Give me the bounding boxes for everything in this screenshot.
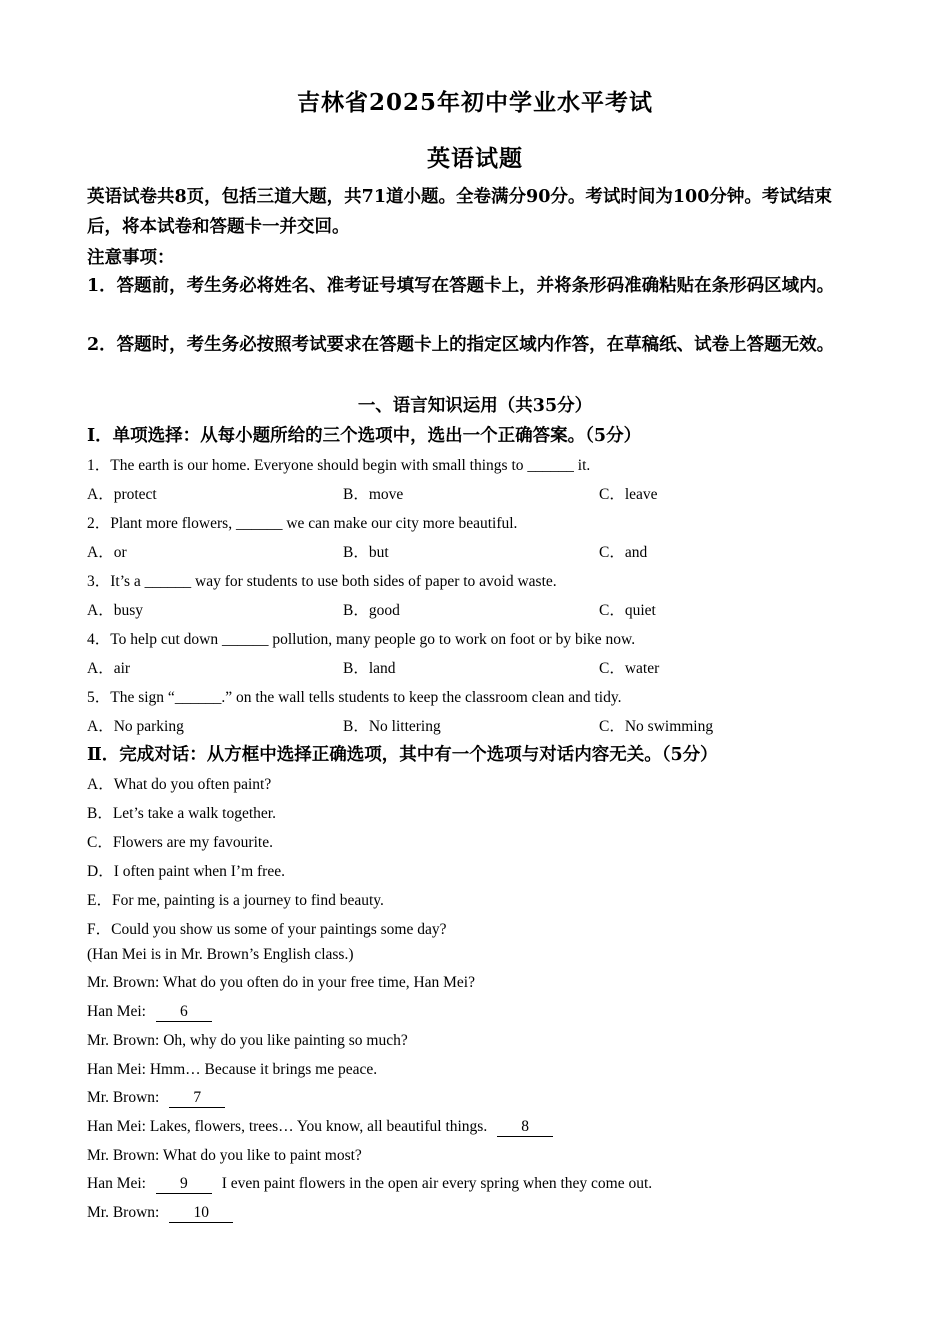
question-stem: 3．It’s a ______ way for students to use both sides of paper to avoid waste. bbox=[87, 573, 557, 590]
question-stem: 4．To help cut down ______ pollution, many people go to work on foot or by bike now. bbox=[87, 631, 636, 648]
answer-blank-6[interactable]: 6 bbox=[156, 1003, 212, 1022]
dialogue-option: A．What do you often paint? bbox=[87, 776, 272, 793]
dialogue-line bbox=[87, 1175, 652, 1194]
dialogue-line bbox=[87, 1118, 553, 1137]
answer-blank-10[interactable]: 10 bbox=[169, 1204, 233, 1223]
option-c: C．quiet bbox=[599, 602, 656, 619]
dialogue-option: D．I often paint when I’m free. bbox=[87, 863, 285, 880]
dialogue-line: Mr. Brown: What do you like to paint most? bbox=[87, 1147, 362, 1164]
dialogue-line bbox=[87, 1003, 212, 1022]
option-a: A．protect bbox=[87, 486, 157, 503]
part-1-title: Ⅰ．单项选择：从每小题所给的三个选项中，选出一个正确答案。（5分） bbox=[87, 426, 642, 446]
answer-blank-9[interactable]: 9 bbox=[156, 1175, 212, 1194]
dialogue-text: Han Mei: Lakes, flowers, trees… You know, all beautiful things. bbox=[87, 1118, 488, 1135]
speaker: Mr. Brown: bbox=[87, 1089, 160, 1106]
dialogue-option: C．Flowers are my favourite. bbox=[87, 834, 273, 851]
option-b: B．move bbox=[343, 486, 404, 503]
speaker: Han Mei: bbox=[87, 1003, 146, 1020]
option-a: A．busy bbox=[87, 602, 143, 619]
part-2-title: Ⅱ．完成对话：从方框中选择正确选项，其中有一个选项与对话内容无关。（5分） bbox=[87, 745, 718, 765]
dialogue-line: Mr. Brown: Oh, why do you like painting so much? bbox=[87, 1032, 408, 1049]
dialogue-line bbox=[87, 1089, 225, 1108]
option-a: A．air bbox=[87, 660, 131, 677]
dialogue-line bbox=[87, 1204, 233, 1223]
section-1-title: 一、语言知识运用（共35分） bbox=[357, 396, 593, 416]
question-stem: 2．Plant more flowers, ______ we can make our city more beautiful. bbox=[87, 515, 518, 532]
dialogue-option: B．Let’s take a walk together. bbox=[87, 805, 276, 822]
option-c: C．leave bbox=[599, 486, 658, 503]
option-b: B．good bbox=[343, 602, 400, 619]
option-c: C．water bbox=[599, 660, 660, 677]
exam-title: 吉林省2025年初中学业水平考试 bbox=[296, 89, 653, 116]
dialogue-option: E．For me, painting is a journey to find beauty. bbox=[87, 892, 384, 909]
notes-title: 注意事项： bbox=[87, 248, 175, 268]
dialogue-line: Mr. Brown: What do you often do in your free time, Han Mei? bbox=[87, 974, 475, 991]
intro-paragraph: 英语试卷共8页，包括三道大题，共71道小题。全卷满分90分。考试时间为100分钟。考试结束后，将本试卷和答题卡一并交回。 bbox=[87, 187, 832, 237]
speaker: Mr. Brown: bbox=[87, 1204, 160, 1221]
dialogue-text: I even paint flowers in the open air every spring when they come out. bbox=[221, 1175, 653, 1192]
note-1: 1．答题前，考生务必将姓名、准考证号填写在答题卡上，并将条形码准确粘贴在条形码区域内。 bbox=[87, 276, 835, 296]
option-b: B．but bbox=[343, 544, 389, 561]
exam-subject: 英语试题 bbox=[427, 145, 523, 172]
dialogue-line: Han Mei: Hmm… Because it brings me peace. bbox=[87, 1061, 378, 1078]
note-2: 2．答题时，考生务必按照考试要求在答题卡上的指定区域内作答，在草稿纸、试卷上答题无效。 bbox=[87, 335, 835, 355]
question-stem: 1．The earth is our home. Everyone should begin with small things to ______ it. bbox=[87, 457, 591, 474]
dialogue-option: F．Could you show us some of your paintings some day? bbox=[87, 921, 447, 938]
option-a: A．or bbox=[87, 544, 127, 561]
answer-blank-7[interactable]: 7 bbox=[169, 1089, 225, 1108]
option-a: A．No parking bbox=[87, 718, 184, 735]
answer-blank-8[interactable]: 8 bbox=[497, 1118, 553, 1137]
option-b: B．land bbox=[343, 660, 396, 677]
question-stem: 5．The sign “______.” on the wall tells students to keep the classroom clean and tidy. bbox=[87, 689, 622, 706]
speaker: Han Mei: bbox=[87, 1175, 146, 1192]
option-c: C．and bbox=[599, 544, 648, 561]
option-c: C．No swimming bbox=[599, 718, 714, 735]
dialogue-context: (Han Mei is in Mr. Brown’s English class.) bbox=[87, 946, 354, 963]
option-b: B．No littering bbox=[343, 718, 441, 735]
